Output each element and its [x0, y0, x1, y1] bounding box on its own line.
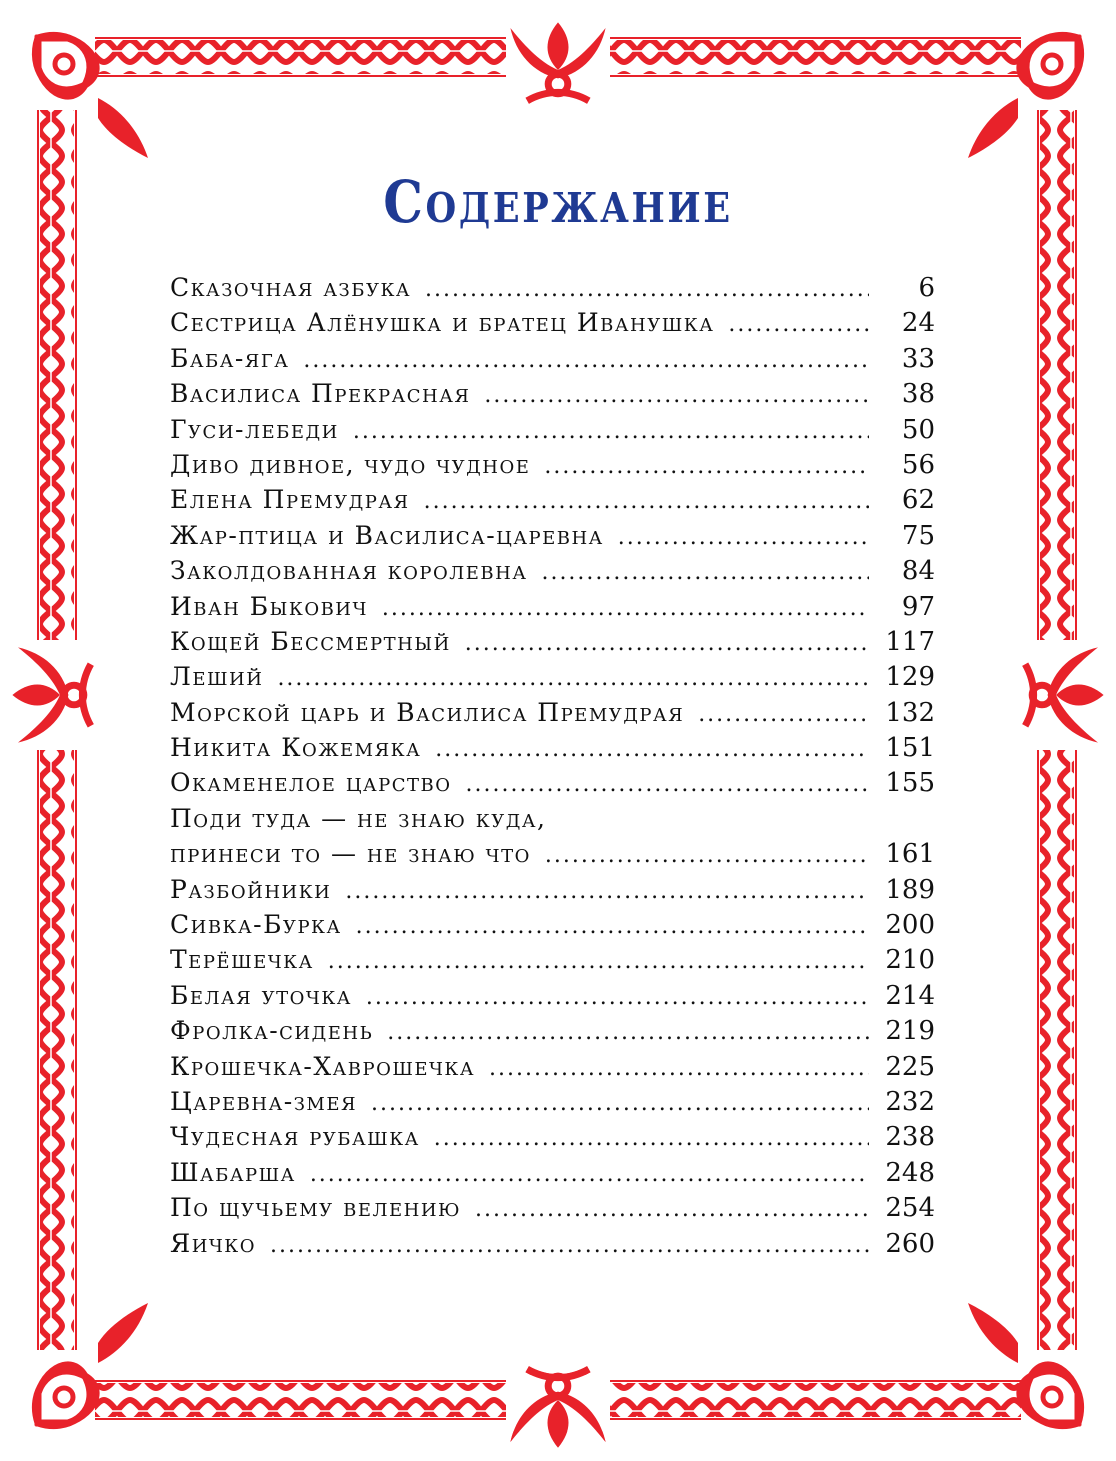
- toc-leader-dots: [310, 1162, 869, 1187]
- toc-entry: [170, 804, 935, 839]
- toc-entry-page-number: 38: [901, 379, 935, 410]
- toc-entry-page-number: 238: [885, 1122, 935, 1153]
- toc-entry-page-number: 62: [901, 485, 935, 516]
- toc-entry-page-number: 232: [885, 1086, 935, 1117]
- toc-entry: [170, 308, 935, 343]
- toc-entry-title: Яичко: [170, 1228, 256, 1258]
- toc-leader-dots: [465, 631, 869, 656]
- toc-leader-dots: [345, 879, 869, 904]
- toc-leader-dots: [541, 560, 869, 585]
- toc-entry: [170, 910, 935, 945]
- toc-entry-title: Сказочная азбука: [170, 273, 412, 302]
- toc-entry: [170, 273, 935, 308]
- toc-entry: [170, 1052, 935, 1087]
- toc-entry-title: По щучьему велению: [170, 1193, 462, 1223]
- toc-entry-title: Заколдованная королевна: [170, 556, 528, 586]
- toc-entry-title: Иван Быкович: [170, 591, 368, 621]
- toc-entry: [170, 450, 935, 485]
- toc-entry-title: Царевна-змея: [170, 1086, 358, 1116]
- toc-entry-page-number: 6: [918, 273, 935, 303]
- toc-leader-dots: [382, 596, 869, 621]
- toc-entry-title: Леший: [170, 662, 264, 692]
- toc-leader-dots: [425, 277, 869, 302]
- toc-leader-dots: [371, 1091, 869, 1116]
- toc-entry: [170, 1122, 935, 1157]
- toc-leader-dots: [424, 489, 869, 514]
- toc-entry-page-number: 132: [885, 697, 935, 728]
- toc-entry: [170, 839, 935, 874]
- toc-entry-title: Сестрица Алёнушка и братец Иванушка: [170, 308, 715, 338]
- toc-leader-dots: [366, 985, 869, 1010]
- toc-entry: [170, 592, 935, 627]
- toc-leader-dots: [387, 1020, 869, 1045]
- toc-entry-title: Гуси-лебеди: [170, 414, 339, 444]
- toc-entry: [170, 768, 935, 803]
- toc-entry-title: Морской царь и Василиса Премудрая: [170, 697, 685, 727]
- toc-leader-dots: [466, 772, 869, 797]
- toc-entry: [170, 945, 935, 980]
- toc-entry-page-number: 161: [885, 839, 935, 870]
- table-of-contents: [170, 273, 935, 1264]
- toc-leader-dots: [435, 737, 869, 762]
- toc-entry-title: Фролка-сидень: [170, 1016, 374, 1046]
- toc-entry-page-number: 151: [885, 733, 935, 764]
- toc-entry: [170, 344, 935, 379]
- toc-leader-dots: [618, 525, 869, 550]
- toc-leader-dots: [698, 702, 869, 727]
- toc-entry: [170, 485, 935, 520]
- toc-entry: [170, 875, 935, 910]
- toc-entry-page-number: 189: [885, 874, 935, 905]
- toc-entry: [170, 698, 935, 733]
- toc-entry-page-number: 50: [901, 414, 935, 445]
- toc-entry-page-number: 248: [885, 1157, 935, 1188]
- toc-leader-dots: [303, 348, 869, 373]
- toc-leader-dots: [489, 1056, 869, 1081]
- toc-entry: [170, 1016, 935, 1051]
- toc-leader-dots: [434, 1126, 869, 1151]
- toc-entry-page-number: 24: [901, 308, 935, 339]
- toc-entry-page-number: 210: [885, 945, 935, 976]
- toc-entry-title: Баба-яга: [170, 343, 290, 373]
- page-title: Содержание: [383, 168, 733, 236]
- toc-entry-title: Кощей Бессмертный: [170, 626, 451, 656]
- toc-entry-title: Диво дивное, чудо чудное: [170, 449, 531, 479]
- toc-leader-dots: [277, 666, 869, 691]
- toc-entry-title: Белая уточка: [170, 980, 352, 1010]
- toc-entry-title: Василиса Прекрасная: [170, 379, 471, 409]
- toc-entry-title: Окаменелое царство: [170, 768, 452, 798]
- toc-leader-dots: [484, 383, 869, 408]
- toc-leader-dots: [544, 454, 869, 479]
- toc-entry: [170, 627, 935, 662]
- toc-entry-page-number: 254: [885, 1193, 935, 1224]
- toc-entry-page-number: 225: [885, 1051, 935, 1082]
- toc-entry-page-number: 260: [885, 1228, 935, 1259]
- toc-entry-title: Терёшечка: [170, 945, 314, 975]
- toc-entry: [170, 733, 935, 768]
- toc-leader-dots: [328, 949, 869, 974]
- toc-entry-page-number: 200: [885, 910, 935, 941]
- toc-entry: [170, 556, 935, 591]
- toc-leader-dots: [728, 312, 869, 337]
- toc-entry-page-number: 97: [901, 591, 935, 622]
- toc-entry: [170, 1158, 935, 1193]
- toc-entry: [170, 981, 935, 1016]
- toc-entry-title: Крошечка-Хаврошечка: [170, 1051, 475, 1081]
- toc-entry-title: Поди туда — не знаю куда,: [170, 803, 547, 833]
- toc-entry-page-number: 129: [885, 662, 935, 693]
- toc-leader-dots: [353, 419, 869, 444]
- toc-entry-title: Сивка-Бурка: [170, 910, 342, 940]
- toc-entry: [170, 415, 935, 450]
- toc-leader-dots: [356, 914, 869, 939]
- toc-entry-page-number: 214: [885, 980, 935, 1011]
- toc-entry-page-number: 56: [901, 449, 935, 480]
- toc-leader-dots: [545, 843, 869, 868]
- toc-entry: [170, 662, 935, 697]
- toc-leader-dots: [270, 1233, 869, 1258]
- toc-entry-title: Никита Кожемяка: [170, 733, 422, 763]
- toc-entry: [170, 1087, 935, 1122]
- toc-entry-title: Шабарша: [170, 1157, 296, 1187]
- toc-entry-page-number: 219: [885, 1016, 935, 1047]
- toc-entry-title: Жар-птица и Василиса-царевна: [170, 520, 604, 550]
- toc-entry-page-number: 75: [901, 520, 935, 551]
- toc-entry: [170, 379, 935, 414]
- toc-entry-title: принеси то — не знаю что: [170, 839, 531, 869]
- toc-leader-dots: [475, 1197, 869, 1222]
- toc-entry-page-number: 155: [885, 768, 935, 799]
- toc-entry: [170, 1229, 935, 1264]
- toc-entry-page-number: 33: [901, 343, 935, 374]
- toc-entry-title: Елена Премудрая: [170, 485, 410, 515]
- toc-entry: [170, 521, 935, 556]
- toc-entry: [170, 1193, 935, 1228]
- toc-entry-page-number: 117: [885, 626, 935, 657]
- toc-entry-title: Чудесная рубашка: [170, 1122, 420, 1152]
- toc-entry-title: Разбойники: [170, 874, 332, 904]
- toc-entry-page-number: 84: [901, 556, 935, 587]
